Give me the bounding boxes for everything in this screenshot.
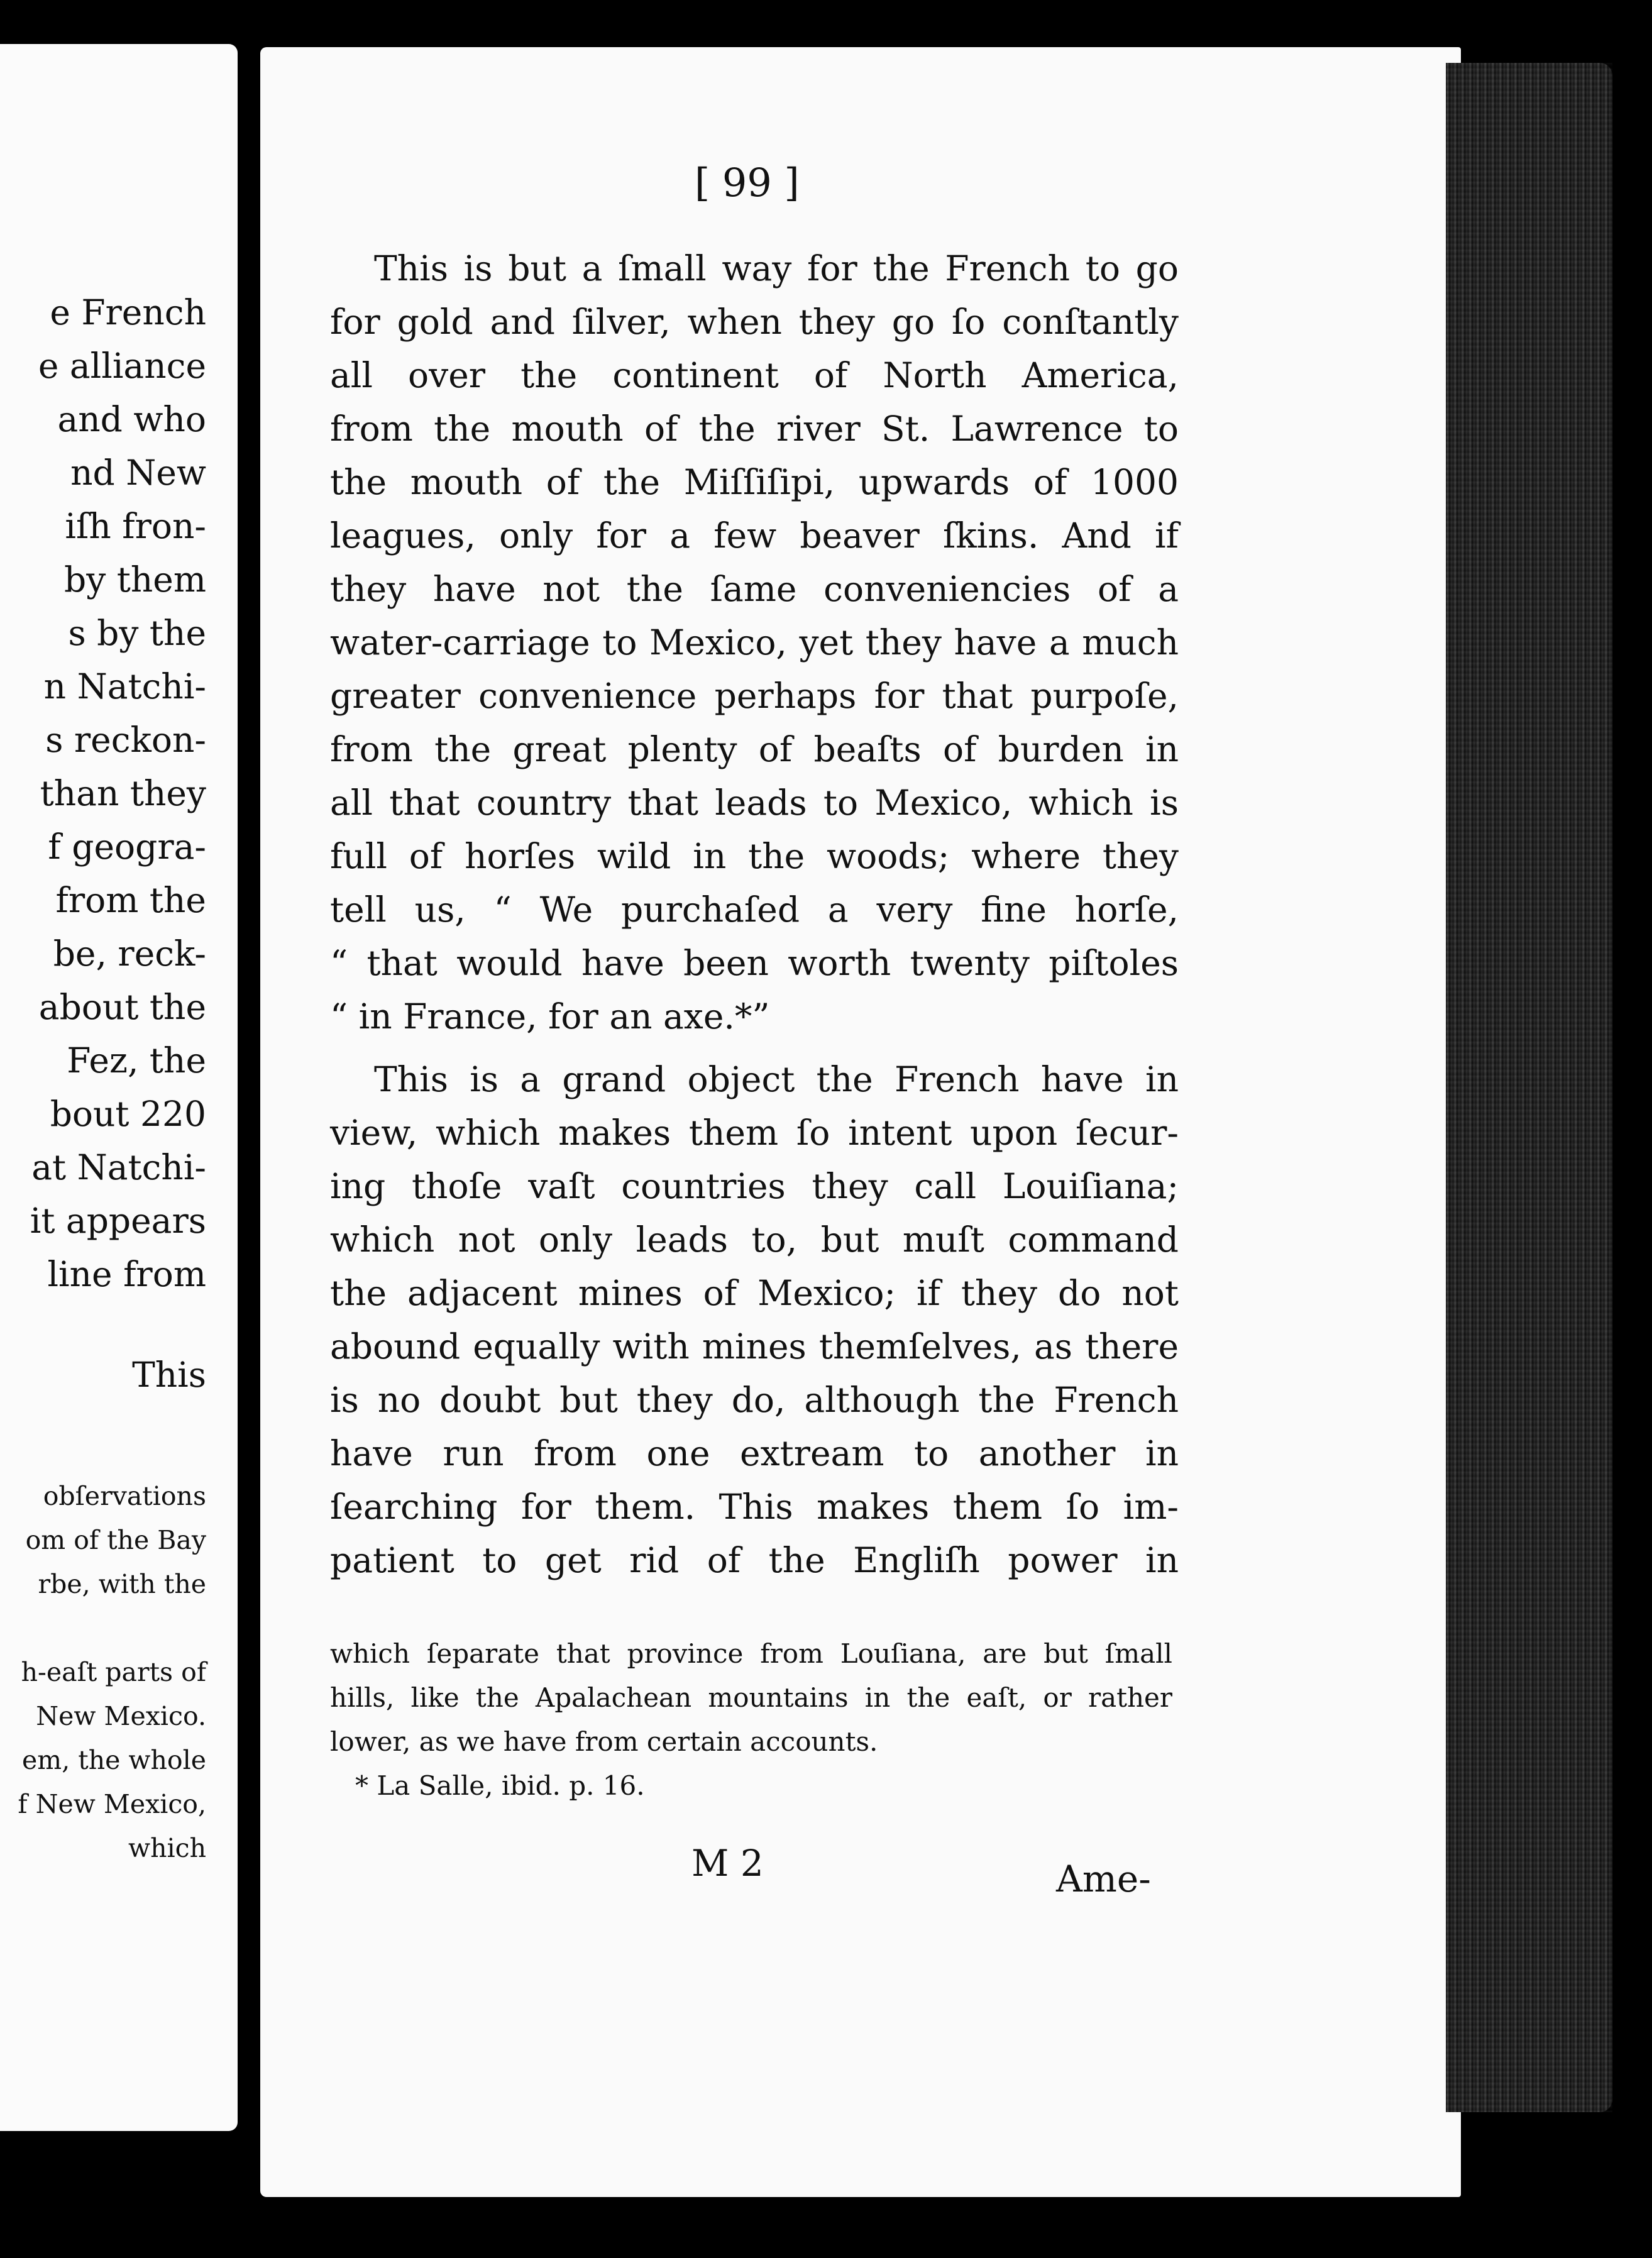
- body-line: from the mouth of the river St. Lawrence to: [330, 409, 1179, 449]
- body-line: This is but a ſmall way for the French to go: [374, 248, 1179, 289]
- body-line: ſearching for them. This makes them ſo im-: [330, 1487, 1179, 1527]
- body-line: the mouth of the Miſſiſipi, upwards of 1000: [330, 462, 1179, 502]
- body-line: “ in France, for an axe.*”: [330, 996, 770, 1037]
- body-line: all over the continent of North America,: [330, 355, 1179, 395]
- left-page-line: e alliance: [38, 346, 206, 386]
- body-line: is no doubt but they do, although the French: [330, 1380, 1179, 1420]
- body-line: which not only leads to, but muſt command: [330, 1220, 1179, 1260]
- body-line: full of horſes wild in the woods; where they: [330, 836, 1179, 876]
- body-line: ing thoſe vaſt countries they call Louiſiana;: [330, 1166, 1179, 1206]
- body-line: all that country that leads to Mexico, which is: [330, 783, 1179, 823]
- left-page-line: e French: [50, 292, 206, 333]
- left-page-line: by them: [64, 559, 206, 600]
- body-line: abound equally with mines themſelves, as there: [330, 1326, 1179, 1367]
- left-page-note: rbe, with the: [38, 1569, 206, 1599]
- body-line: water-carriage to Mexico, yet they have a much: [330, 622, 1179, 663]
- signature-mark: M 2: [691, 1842, 764, 1885]
- left-page-note: which: [128, 1833, 206, 1863]
- body-line: This is a grand object the French have in: [374, 1059, 1179, 1099]
- left-page-line: n Natchi-: [43, 666, 206, 707]
- left-page-line: at Natchi-: [31, 1147, 206, 1187]
- left-page-line: bout 220: [50, 1094, 206, 1134]
- body-line: leagues, only for a few beaver ſkins. And if: [330, 515, 1179, 556]
- left-page-note: New Mexico.: [36, 1701, 206, 1731]
- left-page-line: from the: [55, 880, 206, 920]
- body-line: “ that would have been worth twenty piſtoles: [330, 943, 1179, 983]
- catchword: Ame-: [1056, 1858, 1151, 1900]
- left-page-line: it appears: [30, 1201, 206, 1241]
- body-line: patient to get rid of the Engliſh power in: [330, 1540, 1179, 1580]
- footnote-line: hills, like the Apalachean mountains in the eaſt, or rather: [330, 1682, 1172, 1713]
- footnote-line: which ſeparate that province from Louſiana, are but ſmall: [330, 1638, 1172, 1669]
- body-line: view, which makes them ſo intent upon ſecur-: [330, 1113, 1179, 1153]
- left-page-line: about the: [38, 987, 206, 1027]
- left-page-line: s reckon-: [45, 720, 206, 760]
- left-page-note: em, the whole: [22, 1745, 206, 1775]
- footnote-line: lower, as we have from certain accounts.: [330, 1726, 878, 1757]
- page-number: [ 99 ]: [695, 160, 800, 206]
- left-page-note: f New Mexico,: [18, 1789, 206, 1819]
- body-line: tell us, “ We purchaſed a very fine horſe,: [330, 889, 1179, 930]
- left-page-line: be, reck-: [53, 933, 206, 974]
- left-page-line: This: [132, 1355, 206, 1395]
- body-line: from the great plenty of beaſts of burden in: [330, 729, 1179, 769]
- footnote-line: * La Salle, ibid. p. 16.: [355, 1770, 645, 1801]
- left-page-line: f geogra-: [48, 827, 206, 867]
- left-page-note: h-eaſt parts of: [21, 1657, 206, 1687]
- left-page-note: obſervations: [43, 1481, 206, 1511]
- body-line: greater convenience perhaps for that purpoſe,: [330, 676, 1179, 716]
- left-page: [0, 44, 238, 2131]
- body-line: the adjacent mines of Mexico; if they do not: [330, 1273, 1179, 1313]
- body-line: they have not the ſame conveniencies of a: [330, 569, 1179, 609]
- body-line: for gold and ſilver, when they go ſo conſtantly: [330, 302, 1179, 342]
- left-page-line: Fez, the: [67, 1040, 206, 1081]
- left-page-line: than they: [40, 773, 206, 813]
- body-line: have run from one extream to another in: [330, 1433, 1179, 1473]
- left-page-line: s by the: [68, 613, 206, 653]
- page-edges: [1446, 63, 1612, 2112]
- left-page-note: om of the Bay: [25, 1525, 206, 1555]
- left-page-line: and who: [57, 399, 206, 439]
- left-page-line: nd New: [70, 453, 206, 493]
- left-page-line: line from: [47, 1254, 206, 1294]
- left-page-line: iſh fron-: [65, 506, 206, 546]
